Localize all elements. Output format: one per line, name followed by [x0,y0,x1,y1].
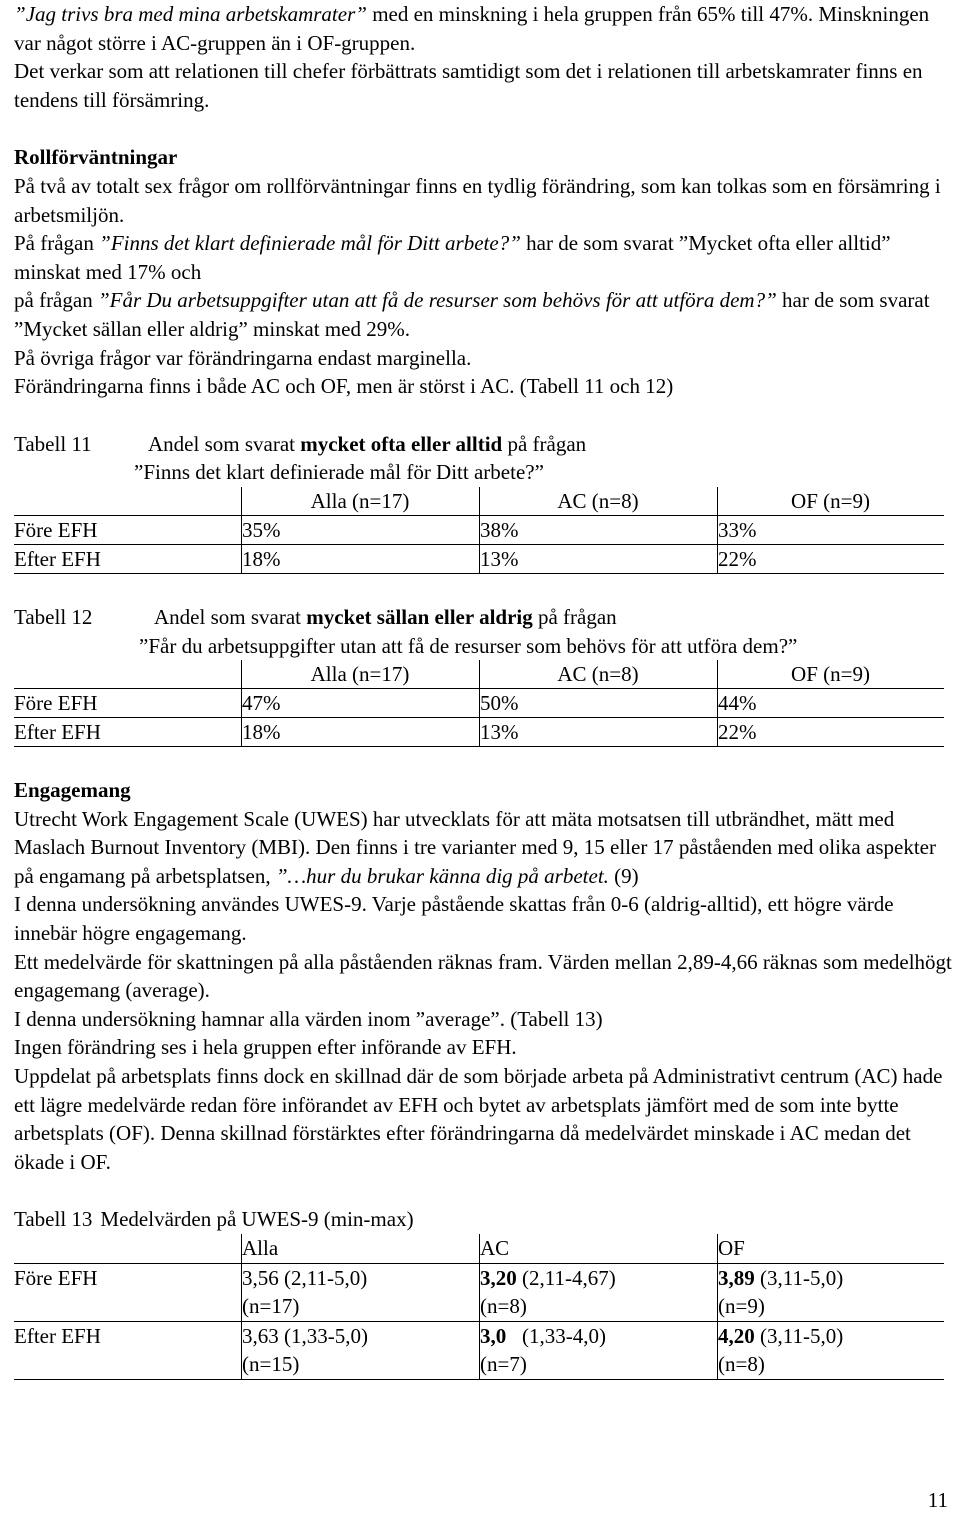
table-cell: 13% [480,544,718,573]
column-header: OF (n=9) [718,487,945,516]
table-cell: 18% [242,544,480,573]
table11-title: Andel som svarat mycket ofta eller alltid på frågan [148,431,587,456]
table11-label: Tabell 11 [14,431,92,456]
table12 [14,660,944,747]
table-cell: 4,20 (3,11-5,0) (n=8) [718,1321,945,1379]
table11-caption [14,430,952,459]
page-number: 11 [927,1488,948,1512]
table13-caption [14,1205,952,1234]
row-label: Före EFH [14,689,242,718]
table11-question: ”Finns det klart definierade mål för Ditt arbete?” [134,460,544,485]
column-header: OF (n=9) [718,660,945,689]
roll-paragraph-4: På övriga frågor var förändringarna endast marginella. [14,345,472,370]
section-heading-rollforvantningar: Rollförväntningar [14,145,178,170]
table11 [14,487,944,574]
engagemang-paragraph-3: Ett medelvärde för skattningen på alla påståenden räknas fram. Värden mellan 2,89-4,66 räknas som medelhögt engagemang (average). [14,949,952,1003]
table-cell: 22% [718,544,945,573]
column-header: OF [718,1234,945,1263]
table12-label: Tabell 12 [14,604,93,629]
column-header: Alla [242,1234,480,1263]
table-cell: 33% [718,515,945,544]
engagemang-paragraph-1: Utrecht Work Engagement Scale (UWES) har utvecklats för att mäta motsatsen till utbrändhet, mätt med Maslach Burnout Inventory (MBI). Den finns i tre varianter med 9, 15 eller 17 påståenden med olika aspekter på engamang på arbetsplatsen, ”…hur du brukar känna dig på arbetet. (9) [14,806,936,888]
document-page [14,0,952,1380]
table-cell: 3,20 (2,11-4,67) (n=8) [480,1263,718,1321]
table13-label: Tabell 13 [14,1207,93,1232]
table12-title: Andel som svarat mycket sällan eller aldrig på frågan [154,604,617,629]
table-cell [14,1234,242,1263]
table-cell: 13% [480,718,718,747]
table-cell: 50% [480,689,718,718]
engagemang-paragraph-5: Ingen förändring ses i hela gruppen efter införande av EFH. [14,1035,517,1060]
column-header: AC (n=8) [480,487,718,516]
roll-paragraph-3: på frågan ”Får Du arbetsuppgifter utan att få de resurser som behövs för att utföra dem?” har de som svarat ”Mycket sällan eller aldrig” minskat med 29%. [14,288,930,341]
table12-caption [14,603,952,632]
table-cell: 18% [242,718,480,747]
column-header: Alla (n=17) [242,487,480,516]
table-row [14,487,944,516]
row-label: Efter EFH [14,718,242,747]
table-cell: 3,63 (1,33-5,0) (n=15) [242,1321,480,1379]
section-heading-engagemang: Engagemang [14,778,131,803]
table-cell [14,487,242,516]
row-label: Efter EFH [14,544,242,573]
intro-paragraph-1: ”Jag trivs bra med mina arbetskamrater” med en minskning i hela gruppen från 65% till 47%. Minskningen var något större i AC-gruppen än i OF-gruppen. [14,2,930,55]
row-label: Före EFH [14,515,242,544]
table-cell: 47% [242,689,480,718]
roll-paragraph-1: På två av totalt sex frågor om rollförväntningar finns en tydlig förändring, som kan tolkas som en försämring i arbetsmiljön. [14,173,941,227]
table-row [14,718,944,747]
table-row [14,1234,944,1263]
table-cell: 3,89 (3,11-5,0) (n=9) [718,1263,945,1321]
table-row [14,689,944,718]
column-header: AC [480,1234,718,1263]
row-label: Före EFH [14,1263,242,1321]
row-label: Efter EFH [14,1321,242,1379]
table-cell [14,660,242,689]
table13-title: Medelvärden på UWES-9 (min-max) [100,1207,414,1232]
table-cell: 3,56 (2,11-5,0) (n=17) [242,1263,480,1321]
table-row [14,515,944,544]
table12-question: ”Får du arbetsuppgifter utan att få de resurser som behövs för att utföra dem?” [139,633,798,658]
column-header: AC (n=8) [480,660,718,689]
engagemang-paragraph-6: Uppdelat på arbetsplats finns dock en skillnad där de som började arbeta på Administrativt centrum (AC) hade ett lägre medelvärde redan före införandet av EFH och bytet av arbetsplats jämfört med de som inte bytte arbetsplats (OF). Denna skillnad förstärktes efter förändringarna då medelvärdet minskade i AC medan det ökade i OF. [14,1064,943,1174]
table-row [14,1321,944,1379]
table-row [14,1263,944,1321]
table-cell: 44% [718,689,945,718]
table13 [14,1234,944,1380]
table-row [14,660,944,689]
table-cell: 3,0 (1,33-4,0) (n=7) [480,1321,718,1379]
engagemang-paragraph-4: I denna undersökning hamnar alla värden inom ”average”. (Tabell 13) [14,1006,603,1031]
engagemang-paragraph-2: I denna undersökning användes UWES-9. Varje påstående skattas från 0-6 (aldrig-alltid), ett högre värde innebär högre engagemang. [14,892,894,946]
table-cell: 35% [242,515,480,544]
intro-paragraph-2: Det verkar som att relationen till chefer förbättrats samtidigt som det i relationen till arbetskamrater finns en tendens till försämring. [14,59,923,112]
roll-paragraph-5: Förändringarna finns i både AC och OF, men är störst i AC. (Tabell 11 och 12) [14,374,674,399]
table-cell: 38% [480,515,718,544]
roll-paragraph-2: På frågan ”Finns det klart definierade mål för Ditt arbete?” har de som svarat ”Mycket ofta eller alltid” minskat med 17% och [14,231,891,284]
table-cell: 22% [718,718,945,747]
column-header: Alla (n=17) [242,660,480,689]
table-row [14,544,944,573]
